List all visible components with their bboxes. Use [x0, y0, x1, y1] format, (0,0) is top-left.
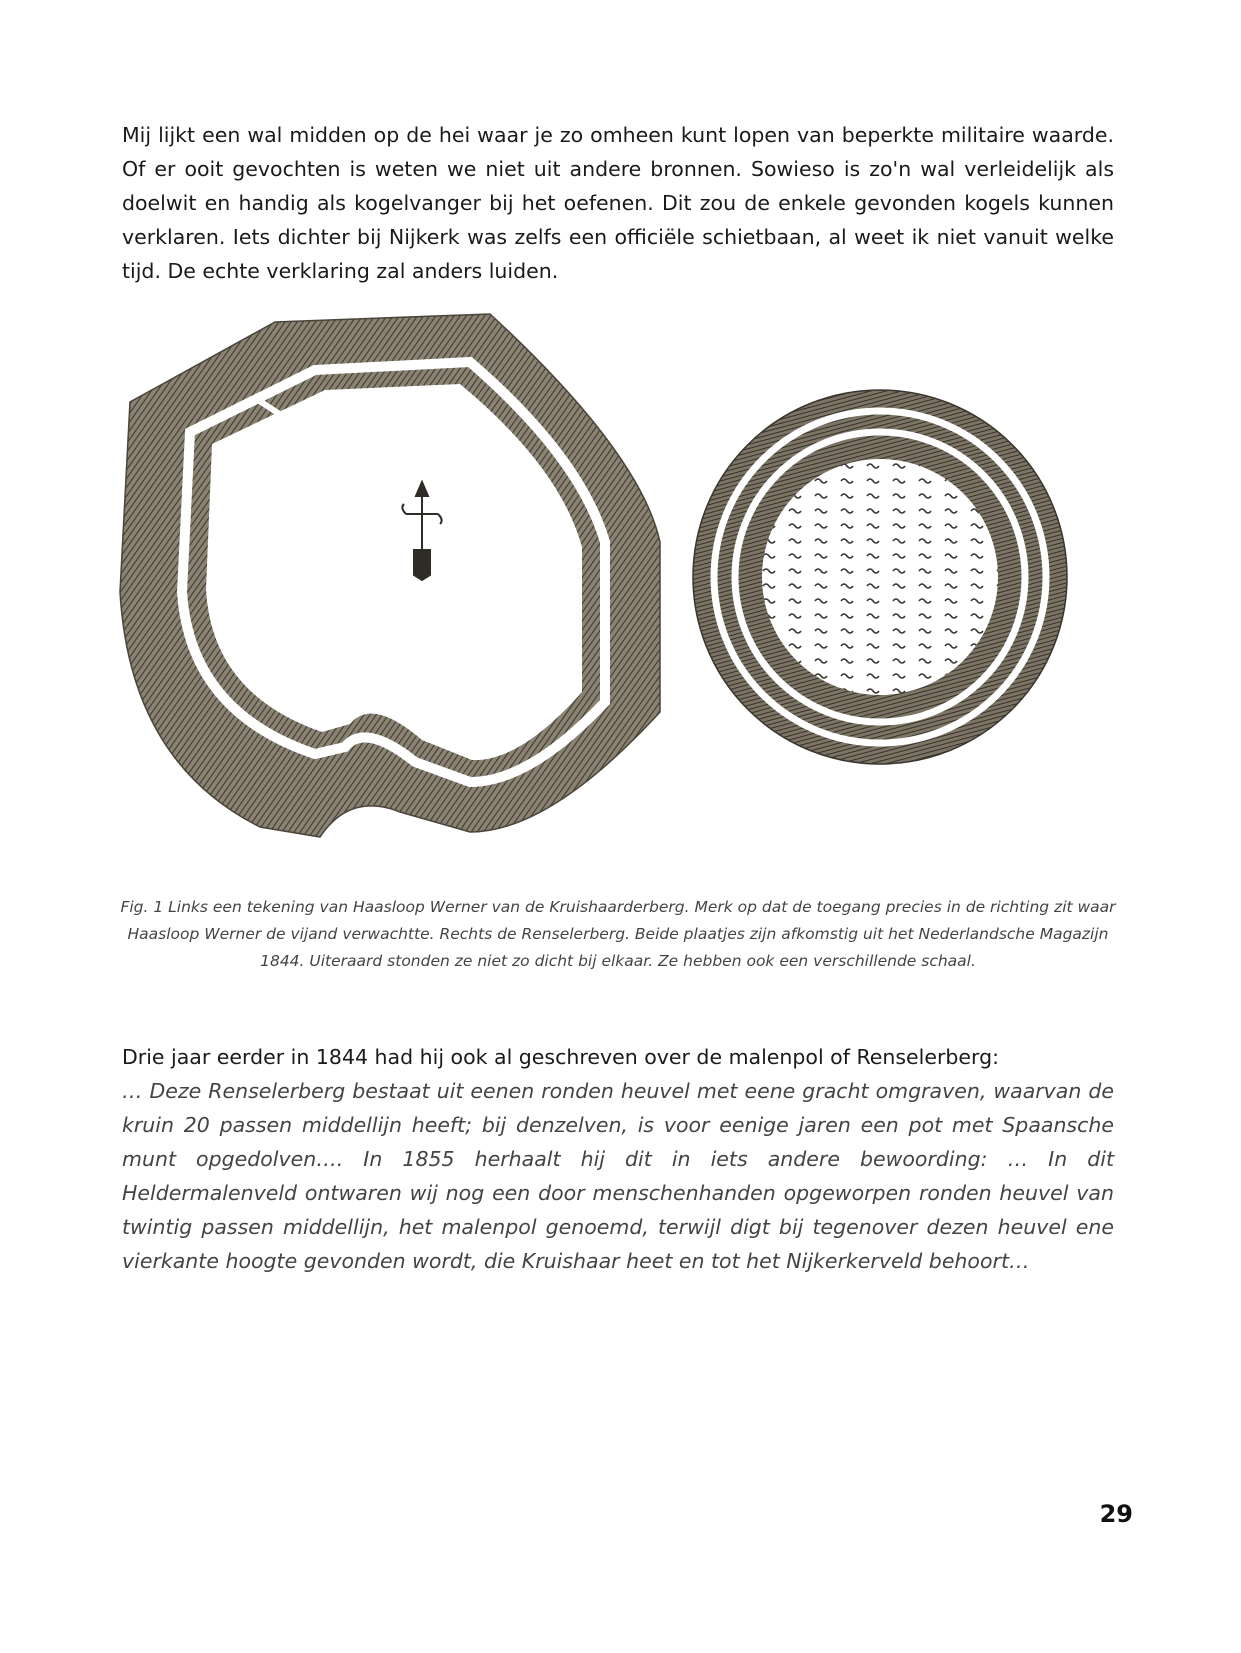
kruishaarderberg-drawing — [120, 314, 660, 837]
lead-line: Drie jaar eerder in 1844 had hij ook al geschreven over de malenpol of Renselerberg: — [122, 1045, 1000, 1069]
renselerberg-drawing — [693, 390, 1067, 764]
quote-paragraph: … Deze Renselerberg bestaat uit eenen ronden heuvel met eene gracht omgraven, waarvan de kruin 20 passen middellijn heeft; bij denzelven, is voor eenige jaren een pot met Spaansche munt opgedolven…. In 1855 herhaalt hij dit in iets andere bewoording: … In dit Heldermalenveld ontwaren wij nog een door menschenhanden opgeworpen ronden heuvel van twintig passen middellijn, het malenpol genoemd, terwijl digt bij tegenover dezen heuvel ene vierkante hoogte gevonden wordt, die Kruishaar heet en tot het Nijkerkerveld behoort… — [122, 1079, 1114, 1273]
figure-caption: Fig. 1 Links een tekening van Haasloop Werner van de Kruishaarderberg. Merk op dat de toegang precies in de richting zit waar Haasloop Werner de vijand verwachtte. Rechts de Renselerberg. Beide plaatjes zijn afkomstig uit het Nederlandsche Magazijn 1844. Uiteraard stonden ze niet zo dicht bij elkaar. Ze hebben ook een verschillende schaal. — [120, 898, 1116, 970]
figure-illustration — [110, 292, 1110, 882]
intro-paragraph: Mij lijkt een wal midden op de hei waar je zo omheen kunt lopen van beperkte militaire waarde. Of er ooit gevochten is weten we niet uit andere bronnen. Sowieso is zo'n wal verleidelijk als doelwit en handig als kogelvanger bij het oefenen. Dit zou de enkele gevonden kogels kunnen verklaren. Iets dichter bij Nijkerk was zelfs een officiële schietbaan, al weet ik niet vanuit welke tijd. De echte verklaring zal anders luiden. — [122, 123, 1114, 283]
page-number: 29 — [1099, 1500, 1133, 1528]
